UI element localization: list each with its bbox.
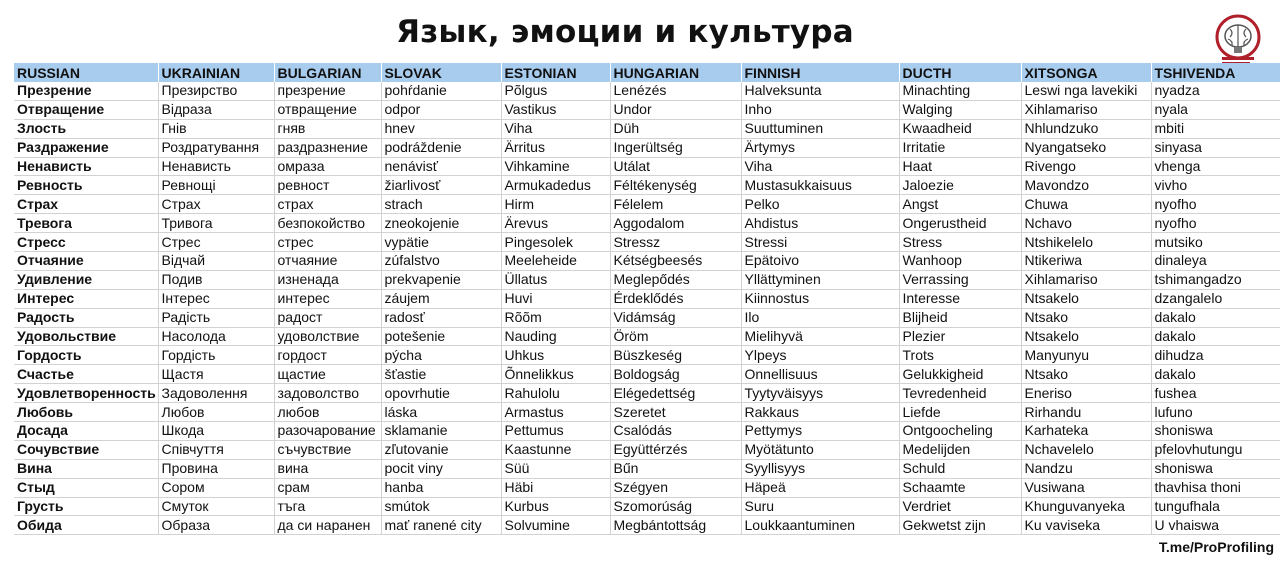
translation-cell: Ku vaviseka: [1021, 516, 1151, 535]
translation-cell: pohŕdanie: [381, 82, 501, 100]
translation-cell: Aggodalom: [610, 214, 741, 233]
translation-cell: интерес: [274, 289, 381, 308]
translation-cell: Vastikus: [501, 100, 610, 119]
table-row: [14, 365, 1280, 384]
translation-cell: Xihlamariso: [1021, 100, 1151, 119]
translation-cell: šťastie: [381, 365, 501, 384]
translation-cell: dihudza: [1151, 346, 1280, 365]
translation-cell: mbiti: [1151, 119, 1280, 138]
translation-cell: Ärevus: [501, 214, 610, 233]
translation-cell: Schaamte: [899, 478, 1021, 497]
translation-cell: Сором: [158, 478, 274, 497]
translation-cell: Bűn: [610, 459, 741, 478]
translation-cell: nyala: [1151, 100, 1280, 119]
translation-cell: Halveksunta: [741, 82, 899, 100]
translation-cell: Роздратування: [158, 138, 274, 157]
translation-cell: Співчуття: [158, 440, 274, 459]
translation-cell: Mielihyvä: [741, 327, 899, 346]
translation-cell: Ntsako: [1021, 365, 1151, 384]
translation-cell: dakalo: [1151, 365, 1280, 384]
translation-cell: Medelijden: [899, 440, 1021, 459]
translation-cell: Xihlamariso: [1021, 270, 1151, 289]
translation-cell: Liefde: [899, 403, 1021, 422]
emotion-name-cell: Отчаяние: [14, 252, 158, 271]
table-row: [14, 252, 1280, 271]
emotion-name-cell: Досада: [14, 422, 158, 441]
translation-cell: vhenga: [1151, 157, 1280, 176]
table-row: [14, 289, 1280, 308]
translation-cell: Viha: [741, 157, 899, 176]
translation-cell: Trots: [899, 346, 1021, 365]
translation-cell: Ntsako: [1021, 308, 1151, 327]
translation-cell: sklamanie: [381, 422, 501, 441]
emotion-name-cell: Обида: [14, 516, 158, 535]
table-row: [14, 233, 1280, 252]
translation-cell: zľutovanie: [381, 440, 501, 459]
emotion-name-cell: Раздражение: [14, 138, 158, 157]
translation-cell: prekvapenie: [381, 270, 501, 289]
translation-cell: Pingesolek: [501, 233, 610, 252]
translation-cell: Armastus: [501, 403, 610, 422]
translation-cell: opovrhutie: [381, 384, 501, 403]
translation-cell: Meglepődés: [610, 270, 741, 289]
translation-cell: Презирство: [158, 82, 274, 100]
translation-cell: Ingerültség: [610, 138, 741, 157]
table-row: [14, 497, 1280, 516]
translation-cell: да си наранен: [274, 516, 381, 535]
translation-cell: Haat: [899, 157, 1021, 176]
translation-cell: изненада: [274, 270, 381, 289]
translation-cell: Hirm: [501, 195, 610, 214]
translation-cell: zneokojenie: [381, 214, 501, 233]
emotions-table: [14, 63, 1280, 535]
table-row: [14, 270, 1280, 289]
translation-cell: Solvumine: [501, 516, 610, 535]
translation-cell: Провина: [158, 459, 274, 478]
translation-cell: Viha: [501, 119, 610, 138]
translation-cell: nyofho: [1151, 195, 1280, 214]
translation-cell: Együttérzés: [610, 440, 741, 459]
translation-cell: Відраза: [158, 100, 274, 119]
translation-cell: Kwaadheid: [899, 119, 1021, 138]
column-header-estonian: ESTONIAN: [501, 63, 610, 82]
translation-cell: Ärtymys: [741, 138, 899, 157]
translation-cell: zúfalstvo: [381, 252, 501, 271]
translation-cell: Ärritus: [501, 138, 610, 157]
translation-cell: Mustasukkaisuus: [741, 176, 899, 195]
translation-cell: страх: [274, 195, 381, 214]
translation-cell: Nyangatseko: [1021, 138, 1151, 157]
translation-cell: dakalo: [1151, 327, 1280, 346]
translation-cell: Kaastunne: [501, 440, 610, 459]
translation-cell: Szégyen: [610, 478, 741, 497]
translation-cell: Megbántottság: [610, 516, 741, 535]
translation-cell: Kiinnostus: [741, 289, 899, 308]
translation-cell: Vihkamine: [501, 157, 610, 176]
translation-cell: Düh: [610, 119, 741, 138]
translation-cell: strach: [381, 195, 501, 214]
table-row: [14, 478, 1280, 497]
translation-cell: стрес: [274, 233, 381, 252]
translation-cell: Страх: [158, 195, 274, 214]
translation-cell: Utálat: [610, 157, 741, 176]
translation-cell: smútok: [381, 497, 501, 516]
column-header-ukrainian: UKRAINIAN: [158, 63, 274, 82]
translation-cell: Myötätunto: [741, 440, 899, 459]
translation-cell: Lenézés: [610, 82, 741, 100]
table-row: [14, 403, 1280, 422]
translation-cell: Rivengo: [1021, 157, 1151, 176]
translation-cell: съчувствие: [274, 440, 381, 459]
translation-cell: Ontgoocheling: [899, 422, 1021, 441]
translation-cell: nyofho: [1151, 214, 1280, 233]
translation-cell: Шкода: [158, 422, 274, 441]
translation-cell: Pelko: [741, 195, 899, 214]
translation-cell: гняв: [274, 119, 381, 138]
translation-cell: shoniswa: [1151, 422, 1280, 441]
translation-cell: Inho: [741, 100, 899, 119]
translation-cell: podráždenie: [381, 138, 501, 157]
emotion-name-cell: Сочувствие: [14, 440, 158, 459]
translation-cell: Szomorúság: [610, 497, 741, 516]
translation-cell: Stressi: [741, 233, 899, 252]
translation-cell: Гнів: [158, 119, 274, 138]
translation-cell: Інтерес: [158, 289, 274, 308]
translation-cell: Гордість: [158, 346, 274, 365]
translation-cell: разочарование: [274, 422, 381, 441]
translation-cell: любов: [274, 403, 381, 422]
translation-cell: ревност: [274, 176, 381, 195]
page-title: Язык, эмоции и культура: [396, 14, 854, 50]
column-header-hungarian: HUNGARIAN: [610, 63, 741, 82]
translation-cell: безпокойство: [274, 214, 381, 233]
column-header-xitsonga: XITSONGA: [1021, 63, 1151, 82]
translation-cell: hnev: [381, 119, 501, 138]
translation-cell: Tyytyväisyys: [741, 384, 899, 403]
translation-cell: mutsiko: [1151, 233, 1280, 252]
translation-cell: nenávisť: [381, 157, 501, 176]
translation-cell: Walging: [899, 100, 1021, 119]
translation-cell: Érdeklődés: [610, 289, 741, 308]
table-row: [14, 176, 1280, 195]
translation-cell: Syyllisyys: [741, 459, 899, 478]
translation-cell: тъга: [274, 497, 381, 516]
translation-cell: Vusiwana: [1021, 478, 1151, 497]
translation-cell: Blijheid: [899, 308, 1021, 327]
translation-cell: shoniswa: [1151, 459, 1280, 478]
translation-cell: Ntsakelo: [1021, 327, 1151, 346]
emotion-name-cell: Злость: [14, 119, 158, 138]
translation-cell: Ревнощі: [158, 176, 274, 195]
translation-cell: odpor: [381, 100, 501, 119]
translation-cell: žiarlivosť: [381, 176, 501, 195]
emotion-name-cell: Презрение: [14, 82, 158, 100]
translation-cell: Wanhoop: [899, 252, 1021, 271]
translation-cell: tshimangadzo: [1151, 270, 1280, 289]
translation-cell: Vidámság: [610, 308, 741, 327]
column-header-slovak: SLOVAK: [381, 63, 501, 82]
translation-cell: Üllatus: [501, 270, 610, 289]
translation-cell: Verdriet: [899, 497, 1021, 516]
translation-cell: Yllättyminen: [741, 270, 899, 289]
translation-cell: Образа: [158, 516, 274, 535]
table-row: [14, 157, 1280, 176]
translation-cell: Kétségbeesés: [610, 252, 741, 271]
emotion-name-cell: Отвращение: [14, 100, 158, 119]
translation-cell: Nchavelelo: [1021, 440, 1151, 459]
translation-cell: Epätoivo: [741, 252, 899, 271]
translation-cell: Stress: [899, 233, 1021, 252]
translation-cell: Gelukkigheid: [899, 365, 1021, 384]
translation-cell: Süü: [501, 459, 610, 478]
emotion-name-cell: Удовлетворенность: [14, 384, 158, 403]
translation-cell: гордост: [274, 346, 381, 365]
translation-cell: радост: [274, 308, 381, 327]
translation-cell: Rahulolu: [501, 384, 610, 403]
translation-cell: Manyunyu: [1021, 346, 1151, 365]
translation-cell: Khunguvanyeka: [1021, 497, 1151, 516]
translation-cell: Pettumus: [501, 422, 610, 441]
translation-cell: Angst: [899, 195, 1021, 214]
translation-cell: Féltékenység: [610, 176, 741, 195]
translation-cell: задоволство: [274, 384, 381, 403]
translation-cell: sinyasa: [1151, 138, 1280, 157]
translation-cell: Tevredenheid: [899, 384, 1021, 403]
translation-cell: Rõõm: [501, 308, 610, 327]
table-row: [14, 422, 1280, 441]
table-row: [14, 459, 1280, 478]
translation-cell: презрение: [274, 82, 381, 100]
translation-cell: mať ranené city: [381, 516, 501, 535]
column-header-bulgarian: BULGARIAN: [274, 63, 381, 82]
table-row: [14, 384, 1280, 403]
column-header-tshivenda: TSHIVENDA: [1151, 63, 1280, 82]
translation-cell: Ylpeys: [741, 346, 899, 365]
translation-cell: Uhkus: [501, 346, 610, 365]
header-row: [14, 63, 1280, 82]
translation-cell: отчаяние: [274, 252, 381, 271]
translation-cell: щастие: [274, 365, 381, 384]
translation-cell: Szeretet: [610, 403, 741, 422]
translation-cell: Подив: [158, 270, 274, 289]
translation-cell: Eneriso: [1021, 384, 1151, 403]
translation-cell: Karhateka: [1021, 422, 1151, 441]
translation-cell: Ilo: [741, 308, 899, 327]
translation-cell: Õnnelikkus: [501, 365, 610, 384]
table-row: [14, 516, 1280, 535]
translation-cell: Armukadedus: [501, 176, 610, 195]
translation-cell: láska: [381, 403, 501, 422]
translation-cell: hanba: [381, 478, 501, 497]
translation-cell: Ahdistus: [741, 214, 899, 233]
translation-cell: pýcha: [381, 346, 501, 365]
emotion-name-cell: Вина: [14, 459, 158, 478]
translation-cell: Насолода: [158, 327, 274, 346]
translation-cell: Kurbus: [501, 497, 610, 516]
translation-cell: Plezier: [899, 327, 1021, 346]
table-row: [14, 440, 1280, 459]
translation-cell: Nhlundzuko: [1021, 119, 1151, 138]
translation-cell: thavhisa thoni: [1151, 478, 1280, 497]
translation-cell: dakalo: [1151, 308, 1280, 327]
translation-cell: Nandzu: [1021, 459, 1151, 478]
emotion-name-cell: Интерес: [14, 289, 158, 308]
emotion-name-cell: Ревность: [14, 176, 158, 195]
table-row: [14, 214, 1280, 233]
translation-cell: tungufhala: [1151, 497, 1280, 516]
translation-cell: Ntshikelelo: [1021, 233, 1151, 252]
column-header-russian: RUSSIAN: [14, 63, 158, 82]
translation-cell: Pettymys: [741, 422, 899, 441]
translation-cell: fushea: [1151, 384, 1280, 403]
translation-cell: Onnellisuus: [741, 365, 899, 384]
translation-cell: Meeleheide: [501, 252, 610, 271]
translation-cell: Jaloezie: [899, 176, 1021, 195]
translation-cell: Schuld: [899, 459, 1021, 478]
translation-cell: Gekwetst zijn: [899, 516, 1021, 535]
translation-cell: dzangalelo: [1151, 289, 1280, 308]
translation-cell: Suuttuminen: [741, 119, 899, 138]
translation-cell: lufuno: [1151, 403, 1280, 422]
translation-cell: удоволствие: [274, 327, 381, 346]
translation-cell: Büszkeség: [610, 346, 741, 365]
translation-cell: Verrassing: [899, 270, 1021, 289]
translation-cell: Ненависть: [158, 157, 274, 176]
table-row: [14, 119, 1280, 138]
translation-cell: Ntsakelo: [1021, 289, 1151, 308]
translation-cell: Смуток: [158, 497, 274, 516]
translation-cell: Щастя: [158, 365, 274, 384]
translation-cell: Rirhandu: [1021, 403, 1151, 422]
translation-cell: Põlgus: [501, 82, 610, 100]
translation-cell: pocit viny: [381, 459, 501, 478]
table-row: [14, 308, 1280, 327]
translation-cell: Ongerustheid: [899, 214, 1021, 233]
translation-cell: Rakkaus: [741, 403, 899, 422]
translation-cell: nyadza: [1151, 82, 1280, 100]
table-row: [14, 100, 1280, 119]
footer-link[interactable]: T.me/ProProfiling: [1158, 539, 1274, 555]
table-row: [14, 346, 1280, 365]
translation-cell: dinaleya: [1151, 252, 1280, 271]
translation-cell: záujem: [381, 289, 501, 308]
translation-cell: pfelovhutungu: [1151, 440, 1280, 459]
translation-cell: Huvi: [501, 289, 610, 308]
translation-cell: Тривога: [158, 214, 274, 233]
emotion-name-cell: Любовь: [14, 403, 158, 422]
translation-cell: Nauding: [501, 327, 610, 346]
emotion-name-cell: Гордость: [14, 346, 158, 365]
translation-cell: Häpeä: [741, 478, 899, 497]
translation-cell: Задоволення: [158, 384, 274, 403]
emotion-name-cell: Удовольствие: [14, 327, 158, 346]
translation-cell: U vhaiswa: [1151, 516, 1280, 535]
translation-cell: Радість: [158, 308, 274, 327]
translation-cell: Любов: [158, 403, 274, 422]
translation-cell: омраза: [274, 157, 381, 176]
translation-cell: potešenie: [381, 327, 501, 346]
translation-cell: Ntikeriwa: [1021, 252, 1151, 271]
emotion-name-cell: Тревога: [14, 214, 158, 233]
translation-cell: Häbi: [501, 478, 610, 497]
translation-cell: vivho: [1151, 176, 1280, 195]
translation-cell: Boldogság: [610, 365, 741, 384]
translation-cell: Öröm: [610, 327, 741, 346]
emotion-name-cell: Стыд: [14, 478, 158, 497]
translation-cell: Leswi nga lavekiki: [1021, 82, 1151, 100]
emotion-name-cell: Страх: [14, 195, 158, 214]
translation-cell: Undor: [610, 100, 741, 119]
translation-cell: Loukkaantuminen: [741, 516, 899, 535]
translation-cell: Csalódás: [610, 422, 741, 441]
emotion-name-cell: Радость: [14, 308, 158, 327]
translation-cell: Suru: [741, 497, 899, 516]
emotion-name-cell: Счастье: [14, 365, 158, 384]
translation-cell: Стрес: [158, 233, 274, 252]
translation-cell: Nchavo: [1021, 214, 1151, 233]
emotion-name-cell: Удивление: [14, 270, 158, 289]
translation-cell: radosť: [381, 308, 501, 327]
table-row: [14, 195, 1280, 214]
table-row: [14, 82, 1280, 100]
translation-cell: Відчай: [158, 252, 274, 271]
translation-cell: срам: [274, 478, 381, 497]
translation-cell: Minachting: [899, 82, 1021, 100]
column-header-ducth: DUCTH: [899, 63, 1021, 82]
emotion-name-cell: Стресс: [14, 233, 158, 252]
translation-cell: Stressz: [610, 233, 741, 252]
translation-cell: vypätie: [381, 233, 501, 252]
table-row: [14, 138, 1280, 157]
translation-cell: вина: [274, 459, 381, 478]
emotion-name-cell: Грусть: [14, 497, 158, 516]
translation-cell: отвращение: [274, 100, 381, 119]
emotion-name-cell: Ненависть: [14, 157, 158, 176]
translation-cell: Mavondzo: [1021, 176, 1151, 195]
translation-cell: Interesse: [899, 289, 1021, 308]
column-header-finnish: FINNISH: [741, 63, 899, 82]
translation-cell: Chuwa: [1021, 195, 1151, 214]
table-row: [14, 327, 1280, 346]
translation-cell: раздразнение: [274, 138, 381, 157]
translation-cell: Elégedettség: [610, 384, 741, 403]
translation-cell: Félelem: [610, 195, 741, 214]
translation-cell: Irritatie: [899, 138, 1021, 157]
